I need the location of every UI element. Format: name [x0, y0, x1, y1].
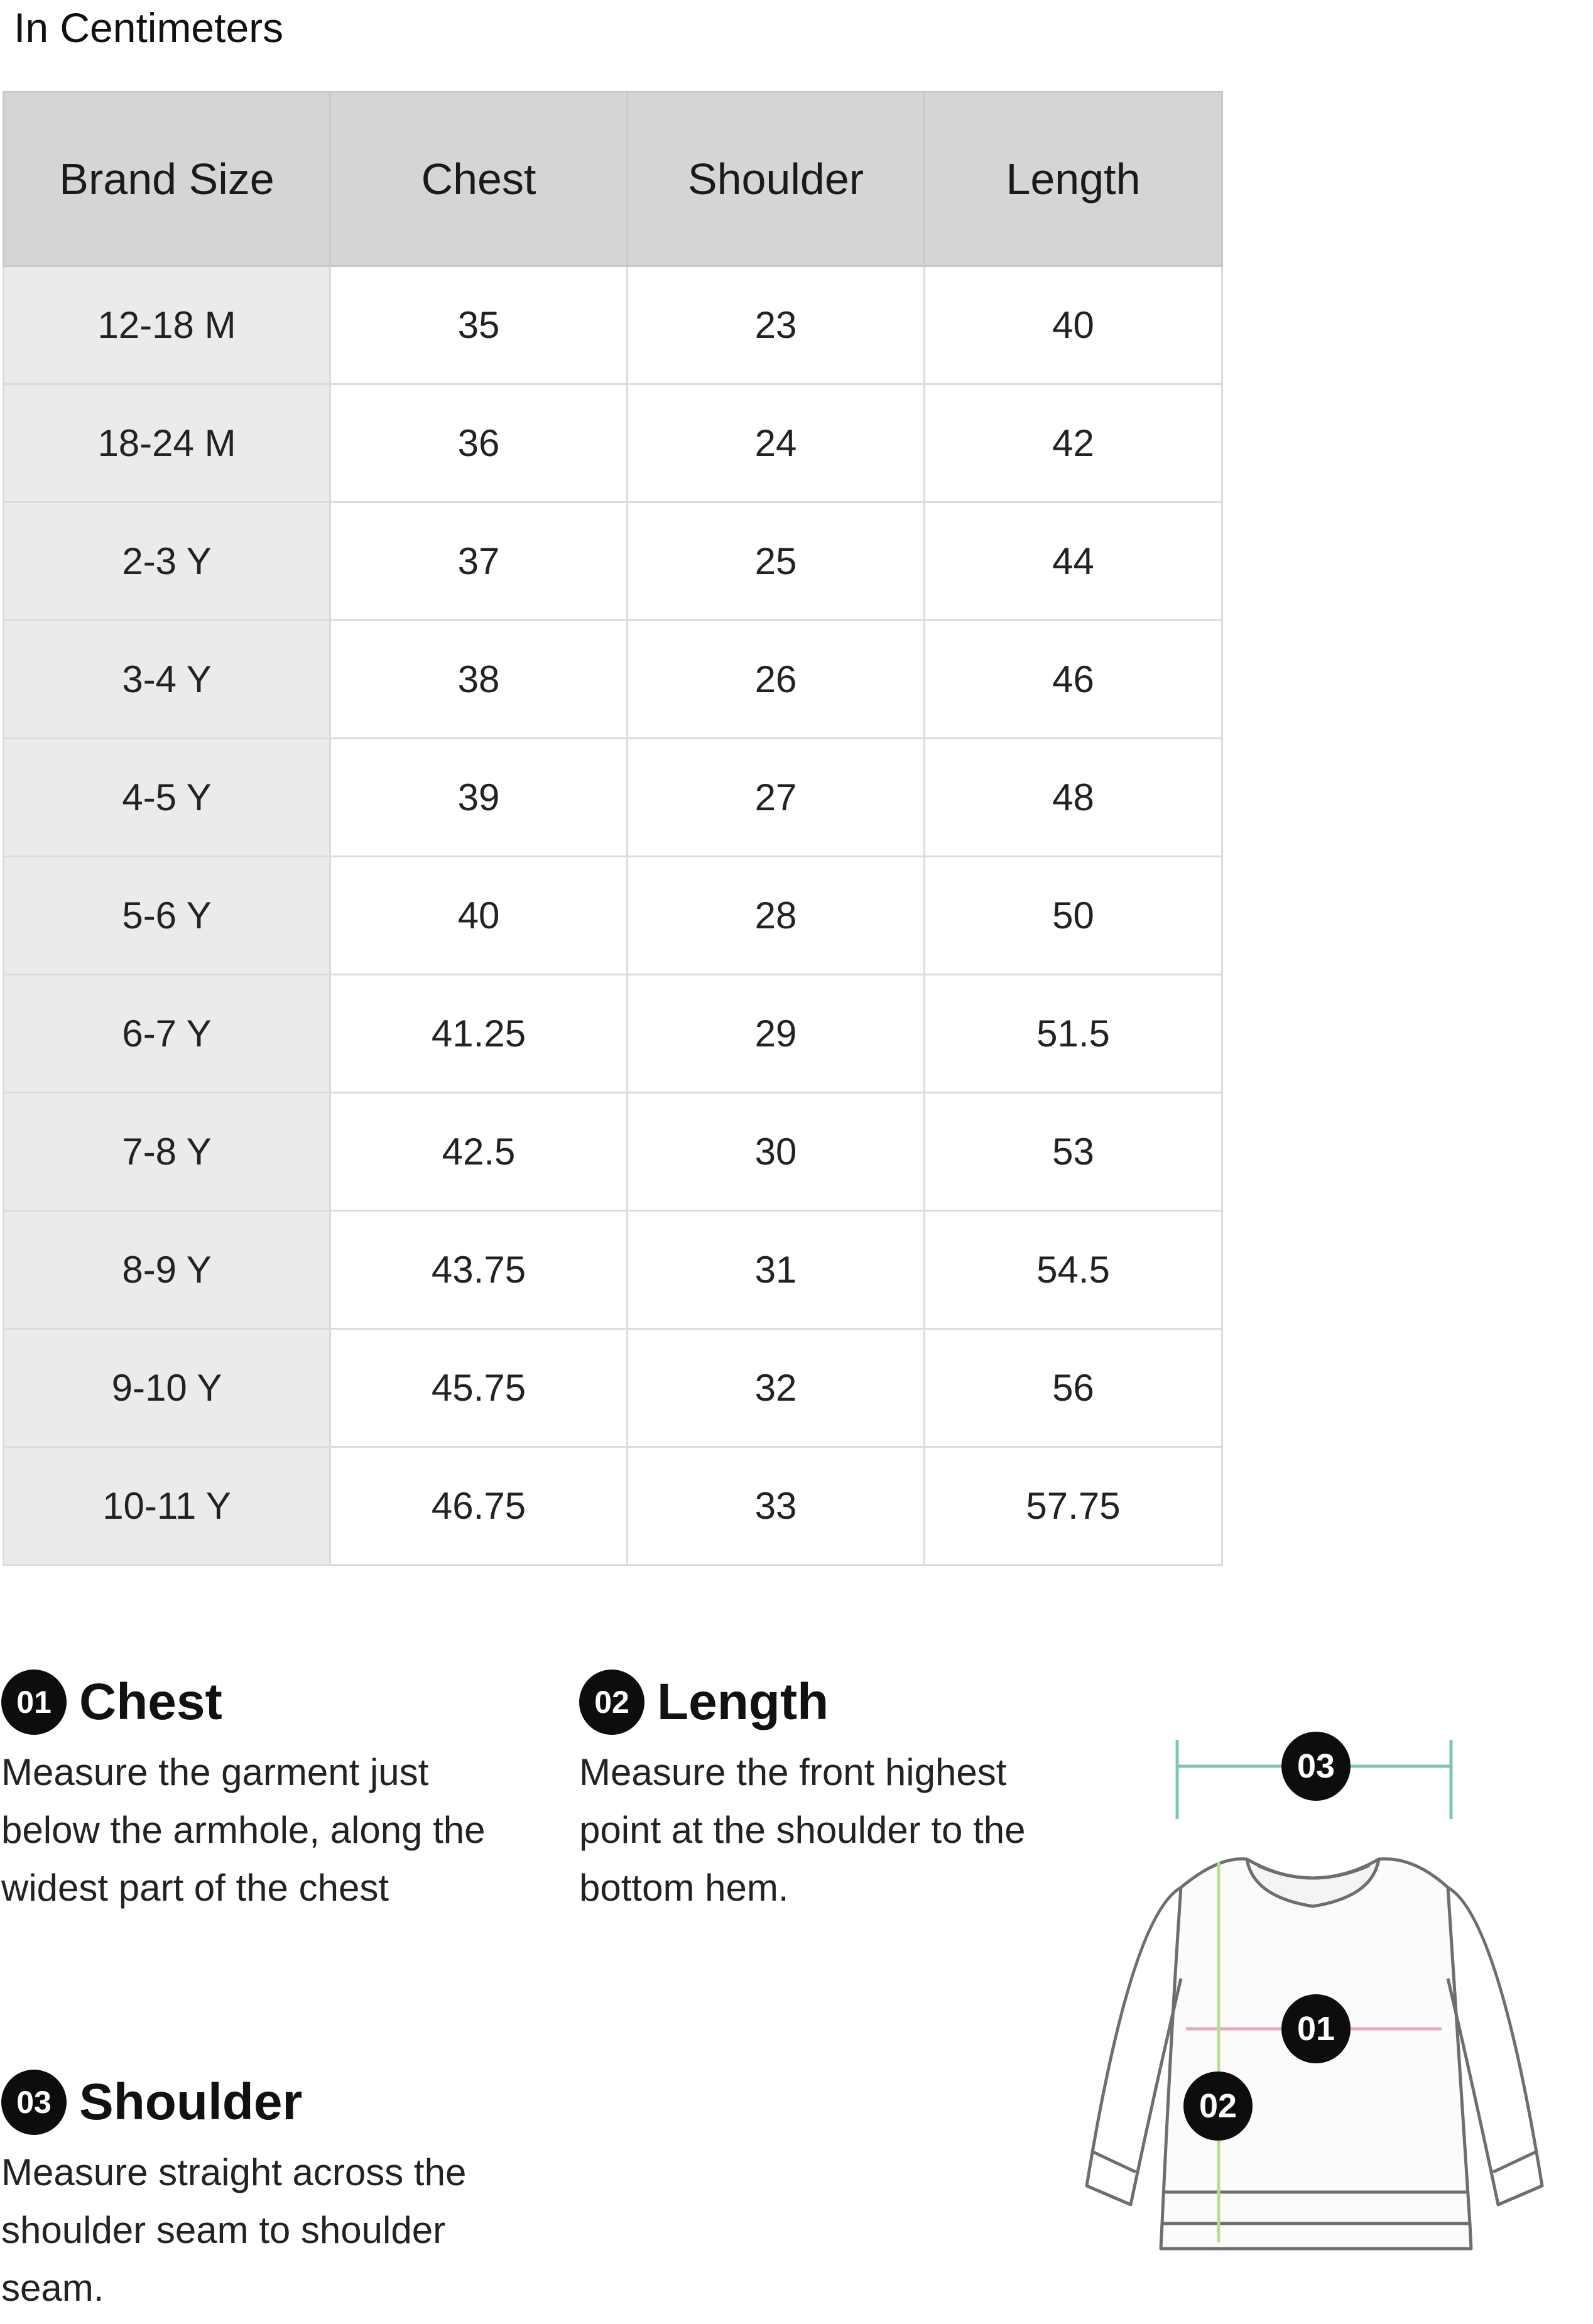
measurement-cell: 23	[628, 266, 925, 384]
measurement-cell: 48	[925, 739, 1222, 857]
measurement-cell: 29	[628, 975, 925, 1093]
chest-guide	[1, 1670, 504, 1917]
measurement-cell: 24	[628, 384, 925, 502]
table-row	[4, 502, 1222, 621]
shoulder-marker: 03	[1281, 1732, 1351, 1801]
length-number-badge: 02	[579, 1670, 644, 1735]
measurement-cell: 38	[330, 621, 628, 739]
measurement-cell: 42	[925, 384, 1222, 502]
measurement-cell: 31	[628, 1211, 925, 1329]
header-brand-size: Brand Size	[4, 92, 330, 266]
header-chest: Chest	[330, 92, 628, 266]
size-cell: 2-3 Y	[4, 502, 330, 621]
size-cell: 6-7 Y	[4, 975, 330, 1093]
measurement-cell: 37	[330, 502, 628, 621]
measurement-cell: 41.25	[330, 975, 628, 1093]
measurement-cell: 33	[628, 1447, 925, 1565]
table-row	[4, 621, 1222, 739]
chest-number-badge: 01	[1, 1670, 67, 1735]
size-cell: 7-8 Y	[4, 1093, 330, 1211]
shoulder-guide	[1, 2070, 479, 2317]
size-cell: 4-5 Y	[4, 739, 330, 857]
size-chart-table	[3, 91, 1223, 1566]
shoulder-number-badge: 03	[1, 2070, 67, 2135]
size-cell: 10-11 Y	[4, 1447, 330, 1565]
length-guide-title: Length	[657, 1673, 829, 1730]
length-marker: 02	[1183, 2072, 1253, 2141]
measurement-cell: 56	[925, 1329, 1222, 1447]
table-row	[4, 857, 1222, 975]
table-row	[4, 1211, 1222, 1329]
measurement-cell: 28	[628, 857, 925, 975]
chest-marker: 01	[1281, 1994, 1351, 2063]
shoulder-guide-description: Measure straight across the shoulder seam to shoulder seam.	[1, 2151, 467, 2309]
measurement-cell: 30	[628, 1093, 925, 1211]
size-cell: 5-6 Y	[4, 857, 330, 975]
measurement-cell: 25	[628, 502, 925, 621]
measurement-cell: 42.5	[330, 1093, 628, 1211]
table-row	[4, 1447, 1222, 1565]
header-shoulder: Shoulder	[628, 92, 925, 266]
size-cell: 12-18 M	[4, 266, 330, 384]
measurement-cell: 54.5	[925, 1211, 1222, 1329]
measurement-cell: 45.75	[330, 1329, 628, 1447]
measurement-cell: 44	[925, 502, 1222, 621]
measurement-cell: 35	[330, 266, 628, 384]
measurement-cell: 32	[628, 1329, 925, 1447]
size-cell: 3-4 Y	[4, 621, 330, 739]
measurement-cell: 46.75	[330, 1447, 628, 1565]
unit-title: In Centimeters	[14, 4, 284, 51]
sweater-measurement-diagram	[1030, 1708, 1593, 2286]
measurement-cell: 26	[628, 621, 925, 739]
chest-guide-title: Chest	[79, 1673, 222, 1730]
measurement-cell: 27	[628, 739, 925, 857]
shoulder-guide-title: Shoulder	[79, 2073, 303, 2131]
size-cell: 8-9 Y	[4, 1211, 330, 1329]
measurement-cell: 57.75	[925, 1447, 1222, 1565]
length-guide	[579, 1670, 1082, 1917]
table-header-row	[4, 92, 1222, 266]
measurement-cell: 40	[330, 857, 628, 975]
header-length: Length	[925, 92, 1222, 266]
size-cell: 9-10 Y	[4, 1329, 330, 1447]
measurement-cell: 50	[925, 857, 1222, 975]
measurement-cell: 53	[925, 1093, 1222, 1211]
measurement-cell: 39	[330, 739, 628, 857]
measurement-cell: 36	[330, 384, 628, 502]
size-cell: 18-24 M	[4, 384, 330, 502]
table-row	[4, 266, 1222, 384]
measurement-cell: 46	[925, 621, 1222, 739]
table-row	[4, 1329, 1222, 1447]
length-guide-description: Measure the front highest point at the shoulder to the bottom hem.	[579, 1751, 1026, 1909]
table-row	[4, 739, 1222, 857]
table-row	[4, 975, 1222, 1093]
measurement-cell: 40	[925, 266, 1222, 384]
chest-guide-description: Measure the garment just below the armhole, along the widest part of the chest	[1, 1751, 486, 1909]
table-row	[4, 384, 1222, 502]
measurement-cell: 43.75	[330, 1211, 628, 1329]
measurement-cell: 51.5	[925, 975, 1222, 1093]
table-row	[4, 1093, 1222, 1211]
